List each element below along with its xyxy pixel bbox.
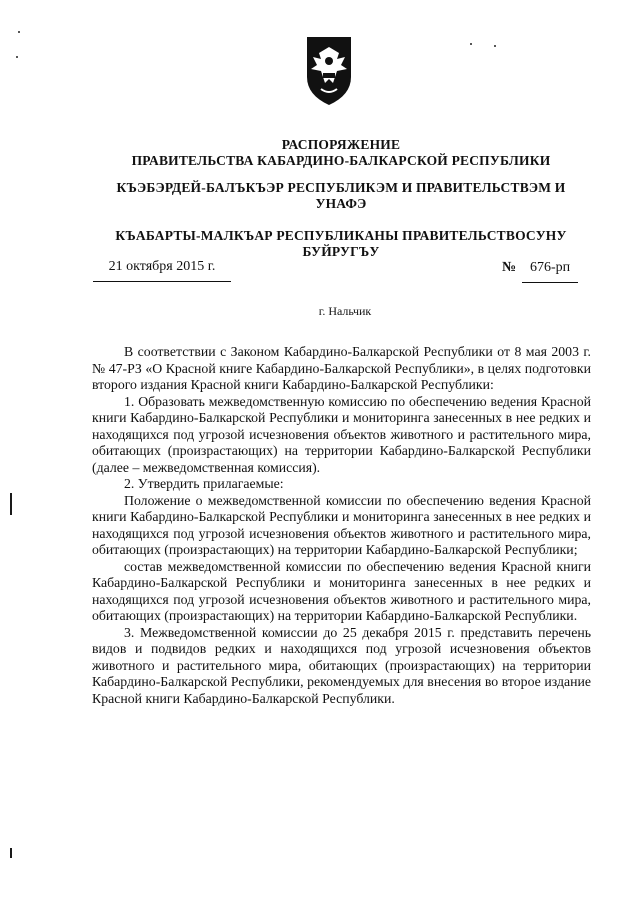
item-2a-paragraph: Положение о межведомственной комиссии по обеспечению ведения Красной книги Кабардино-Балкарской Республики и мониторинга занесенных в нее редких и находящихся под угрозой исчезновения объектов животного и растительного мира, обитающих (произрастающих) на территории Кабардино-Балкарской Республики; xyxy=(92,492,591,557)
kabardian-title: КЪЭБЭРДЕЙ-БАЛЪКЪЭР РЕСПУБЛИКЭМ И ПРАВИТЕЛЬСТВЭМ И УНАФЭ xyxy=(116,180,566,211)
document-city: г. Нальчик xyxy=(318,304,372,318)
number-value: 676-рп xyxy=(522,260,578,283)
item-1-paragraph: 1. Образовать межведомственную комиссию по обеспечению ведения Красной книги Кабардино-Балкарской Республики и мониторинга занесенных в нее редких и находящихся под угрозой исчезновения объектов животного и растительного мира, обитающих (произрастающих) на территории Кабардино-Балкарской Республики (далее – межведомственная комиссия). xyxy=(92,393,591,475)
balkar-title: КЪАБАРТЫ-МАЛКЪАР РЕСПУБЛИКАНЫ ПРАВИТЕЛЬСТВОСУНУ БУЙРУГЪУ xyxy=(115,228,567,259)
scan-edge-mark xyxy=(10,493,12,515)
intro-paragraph: В соответствии с Законом Кабардино-Балкарской Республики от 8 мая 2003 г. № 47-РЗ «О Красной книге Кабардино-Балкарской Республики», в целях подготовки второго издания Красной книги Кабардино-Балкарской Республики: xyxy=(92,344,591,392)
scan-edge-mark xyxy=(10,848,12,858)
scan-speck xyxy=(494,45,496,47)
scan-speck xyxy=(470,43,472,45)
item-3-paragraph: 3. Межведомственной комиссии до 25 декабря 2015 г. представить перечень видов и подвидов редких и находящихся под угрозой исчезновения объектов животного и растительного мира, обитающих (произрастающих) на территории Кабардино-Балкарской Республики, рекомендуемых для внесения во второе издание Красной книги Кабардино-Балкарской Республики. xyxy=(92,624,591,706)
document-title: РАСПОРЯЖЕНИЕ xyxy=(281,137,401,152)
scan-speck xyxy=(18,31,20,33)
item-2b-paragraph: состав межведомственной комиссии по обеспечению ведения Красной книги Кабардино-Балкарской Республики и мониторинга занесенных в нее редких и находящихся под угрозой исчезновения объектов животного и растительного мира, обитающих (произрастающих) на территории Кабардино-Балкарской Республики. xyxy=(92,558,591,623)
number-sign: № xyxy=(502,260,517,275)
document-body xyxy=(92,344,591,707)
coat-of-arms-icon xyxy=(299,33,359,107)
document-date: 21 октября 2015 г. xyxy=(93,259,231,282)
item-2-paragraph: 2. Утвердить прилагаемые: xyxy=(124,476,284,491)
document-number xyxy=(502,260,578,283)
document-issuer: ПРАВИТЕЛЬСТВА КАБАРДИНО-БАЛКАРСКОЙ РЕСПУБЛИКИ xyxy=(131,153,551,168)
scan-speck xyxy=(16,56,18,58)
